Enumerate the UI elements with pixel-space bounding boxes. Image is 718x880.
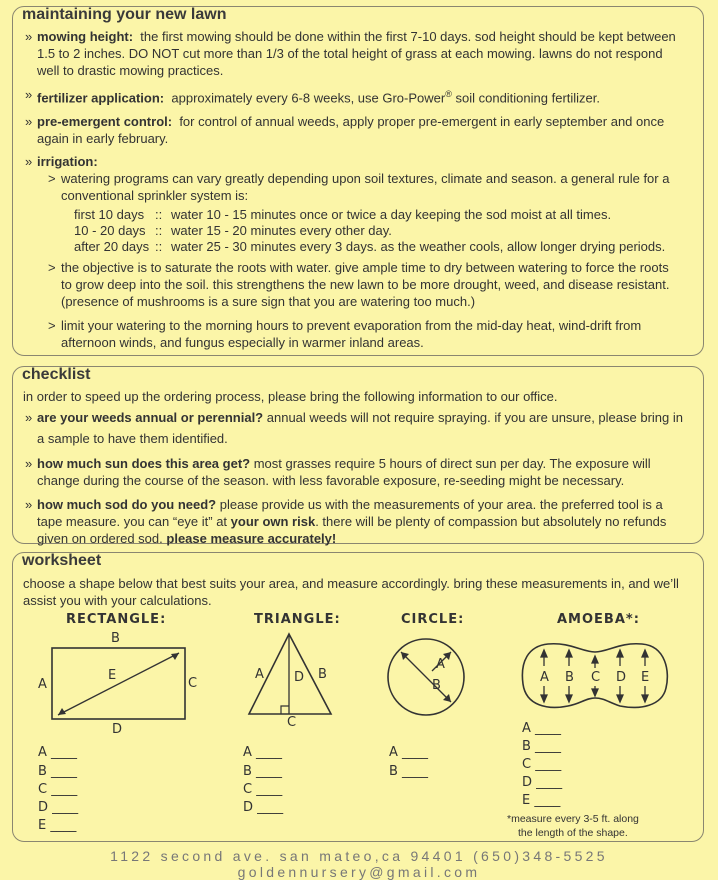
worksheet-intro-1: choose a shape below that best suits your area, and measure accordingly. bring these measurements in, and we’ll bbox=[23, 576, 679, 591]
amoeba-label-b: B bbox=[565, 670, 574, 685]
mowing-label: mowing height: bbox=[37, 29, 134, 44]
rectangle-diagram bbox=[48, 645, 188, 723]
mowing-line-1 bbox=[37, 28, 676, 45]
sod-label: how much sod do you need? bbox=[37, 497, 217, 512]
schedule-instruction-1: water 10 - 15 minutes once or twice a day keeping the sod moist at all times. bbox=[171, 207, 612, 222]
bullet-icon: » bbox=[25, 114, 33, 129]
circle-label-b: B bbox=[432, 678, 441, 693]
registered-mark: ® bbox=[445, 89, 452, 99]
rectangle-label-b: B bbox=[111, 631, 120, 646]
rectangle-label-a: A bbox=[38, 677, 47, 692]
sod-text-1: please provide us with the measurements of your area. the preferred tool is a bbox=[219, 497, 663, 512]
amoeba-field-d[interactable]: D ____ bbox=[522, 775, 563, 790]
sun-label: how much sun does this area get? bbox=[37, 456, 251, 471]
irrigation-label: irrigation: bbox=[37, 154, 98, 169]
sod-text-3: given on ordered sod. bbox=[37, 531, 163, 546]
weeds-line-1 bbox=[37, 409, 683, 426]
weeds-label: are your weeds annual or perennial? bbox=[37, 410, 264, 425]
watering-text-1: watering programs can vary greatly depending upon soil textures, climate and season. a general rule for a bbox=[61, 171, 670, 186]
schedule-instruction-2: water 15 - 20 minutes every other day. bbox=[171, 223, 392, 238]
triangle-title: TRIANGLE: bbox=[254, 612, 341, 627]
fertilizer-line bbox=[37, 86, 600, 106]
sub-bullet-icon: > bbox=[48, 260, 56, 275]
rectangle-field-c[interactable]: C ____ bbox=[38, 782, 78, 797]
irrigation-label-row bbox=[37, 153, 98, 170]
amoeba-label-a: A bbox=[540, 670, 549, 685]
triangle-label-c: C bbox=[287, 715, 297, 730]
amoeba-label-c: C bbox=[591, 670, 601, 685]
bullet-icon: » bbox=[25, 456, 33, 471]
fertilizer-text-a: approximately every 6-8 weeks, use Gro-Power bbox=[171, 90, 446, 106]
amoeba-field-b[interactable]: B ____ bbox=[522, 739, 562, 754]
schedule-period-1: first 10 days bbox=[74, 207, 145, 222]
schedule-period-2: 10 - 20 days bbox=[74, 223, 146, 238]
checklist-title: checklist bbox=[22, 366, 91, 383]
objective-text-3: (presence of mushrooms is a sure sign that you are watering too much.) bbox=[61, 294, 476, 309]
amoeba-footnote-1: *measure every 3-5 ft. along bbox=[507, 813, 639, 825]
bullet-icon: » bbox=[25, 87, 33, 102]
sod-risk: your own risk bbox=[230, 514, 316, 529]
amoeba-field-e[interactable]: E ____ bbox=[522, 793, 561, 808]
triangle-field-c[interactable]: C ____ bbox=[243, 782, 283, 797]
amoeba-title: AMOEBA*: bbox=[557, 612, 640, 627]
circle-field-a[interactable]: A ____ bbox=[389, 745, 429, 760]
amoeba-field-c[interactable]: C ____ bbox=[522, 757, 562, 772]
circle-title: CIRCLE: bbox=[401, 612, 465, 627]
weeds-text-1: annual weeds will not require spraying. if you are unsure, please bring in bbox=[266, 410, 683, 425]
rectangle-field-d[interactable]: D ____ bbox=[38, 800, 79, 815]
worksheet-title: worksheet bbox=[22, 552, 102, 569]
mowing-text-1: the first mowing should be done within the first 7-10 days. sod height should be kept between bbox=[140, 29, 676, 44]
circle-label-a: A bbox=[436, 657, 445, 672]
preemergent-line-1 bbox=[37, 113, 664, 130]
weeds-text-2: a sample to have them identified. bbox=[37, 431, 228, 446]
lawn-title: maintaining your new lawn bbox=[22, 6, 227, 23]
triangle-label-a: A bbox=[255, 667, 264, 682]
rectangle-field-b[interactable]: B ____ bbox=[38, 764, 78, 779]
objective-text-1: the objective is to saturate the roots with water. give ample time to dry between watering to force the roots bbox=[61, 260, 669, 275]
schedule-sep: :: bbox=[155, 223, 163, 238]
mowing-text-2: 1.5 to 2 inches. DO NOT cut more than 1/3 of the total height of grass at each mowing. lawns do not respond bbox=[37, 46, 663, 61]
schedule-instruction-3: water 25 - 30 minutes every 3 days. as the weather cools, allow longer drying periods. bbox=[171, 239, 666, 254]
triangle-label-b: B bbox=[318, 667, 327, 682]
rectangle-label-e: E bbox=[108, 668, 117, 683]
preemergent-label: pre-emergent control: bbox=[37, 114, 173, 129]
rectangle-label-d: D bbox=[112, 722, 123, 737]
fertilizer-label: fertilizer application: bbox=[37, 90, 165, 106]
bullet-icon: » bbox=[25, 154, 33, 169]
sun-text-1: most grasses require 5 hours of direct sun per day. The exposure will bbox=[253, 456, 651, 471]
fertilizer-text-b: soil conditioning fertilizer. bbox=[455, 90, 601, 106]
schedule-sep: :: bbox=[155, 239, 163, 254]
circle-diagram bbox=[384, 635, 468, 719]
amoeba-label-d: D bbox=[616, 670, 627, 685]
objective-text-2: to grow deep into the soil. this strengthens the new lawn to be more drought, weed, and disease resistant. bbox=[61, 277, 670, 292]
rectangle-label-c: C bbox=[188, 676, 198, 691]
sub-bullet-icon: > bbox=[48, 318, 56, 333]
triangle-field-b[interactable]: B ____ bbox=[243, 764, 283, 779]
rectangle-field-e[interactable]: E ____ bbox=[38, 818, 77, 833]
sod-text-2a: tape measure. you can “eye it” at bbox=[37, 514, 228, 529]
sun-text-2: change during the course of the season. with less favorable exposure, re-seeding might be necessary. bbox=[37, 473, 625, 488]
amoeba-field-a[interactable]: A ____ bbox=[522, 721, 562, 736]
circle-field-b[interactable]: B ____ bbox=[389, 764, 429, 779]
checklist-intro: in order to speed up the ordering process, please bring the following information to our office. bbox=[23, 389, 558, 404]
schedule-sep: :: bbox=[155, 207, 163, 222]
mowing-text-3: well to drastic mowing practices. bbox=[37, 63, 224, 78]
bullet-icon: » bbox=[25, 497, 33, 512]
limit-text-1: limit your watering to the morning hours to prevent evaporation from the mid-day heat, wind-drift from bbox=[61, 318, 642, 333]
sod-line-1 bbox=[37, 496, 663, 513]
limit-text-2: afternoon winds, and fungus especially in warmer inland areas. bbox=[61, 335, 424, 350]
footer-contact: 1122 second ave. san mateo,ca 94401 (650)348-5525 goldennursery@gmail.com bbox=[110, 848, 608, 880]
triangle-field-d[interactable]: D ____ bbox=[243, 800, 284, 815]
rectangle-title: RECTANGLE: bbox=[66, 612, 167, 627]
worksheet-intro-2: assist you with your calculations. bbox=[23, 593, 212, 608]
sod-line-3 bbox=[37, 530, 336, 547]
bullet-icon: » bbox=[25, 29, 33, 44]
rectangle-field-a[interactable]: A ____ bbox=[38, 745, 78, 760]
sod-text-2b: . there will be plenty of compassion but absolutely no refunds bbox=[315, 514, 667, 529]
sod-measure: please measure accurately! bbox=[166, 531, 337, 546]
schedule-period-3: after 20 days bbox=[74, 239, 150, 254]
triangle-field-a[interactable]: A ____ bbox=[243, 745, 283, 760]
triangle-label-d: D bbox=[294, 670, 305, 685]
amoeba-label-e: E bbox=[641, 670, 650, 685]
amoeba-footnote-2: the length of the shape. bbox=[518, 827, 628, 839]
preemergent-text-2: again in early february. bbox=[37, 131, 169, 146]
preemergent-text-1: for control of annual weeds, apply proper pre-emergent in early september and once bbox=[179, 114, 665, 129]
sod-line-2 bbox=[37, 513, 666, 530]
sun-line-1 bbox=[37, 455, 651, 472]
bullet-icon: » bbox=[25, 410, 33, 425]
sub-bullet-icon: > bbox=[48, 171, 56, 186]
watering-text-2: conventional sprinkler system is: bbox=[61, 188, 249, 203]
